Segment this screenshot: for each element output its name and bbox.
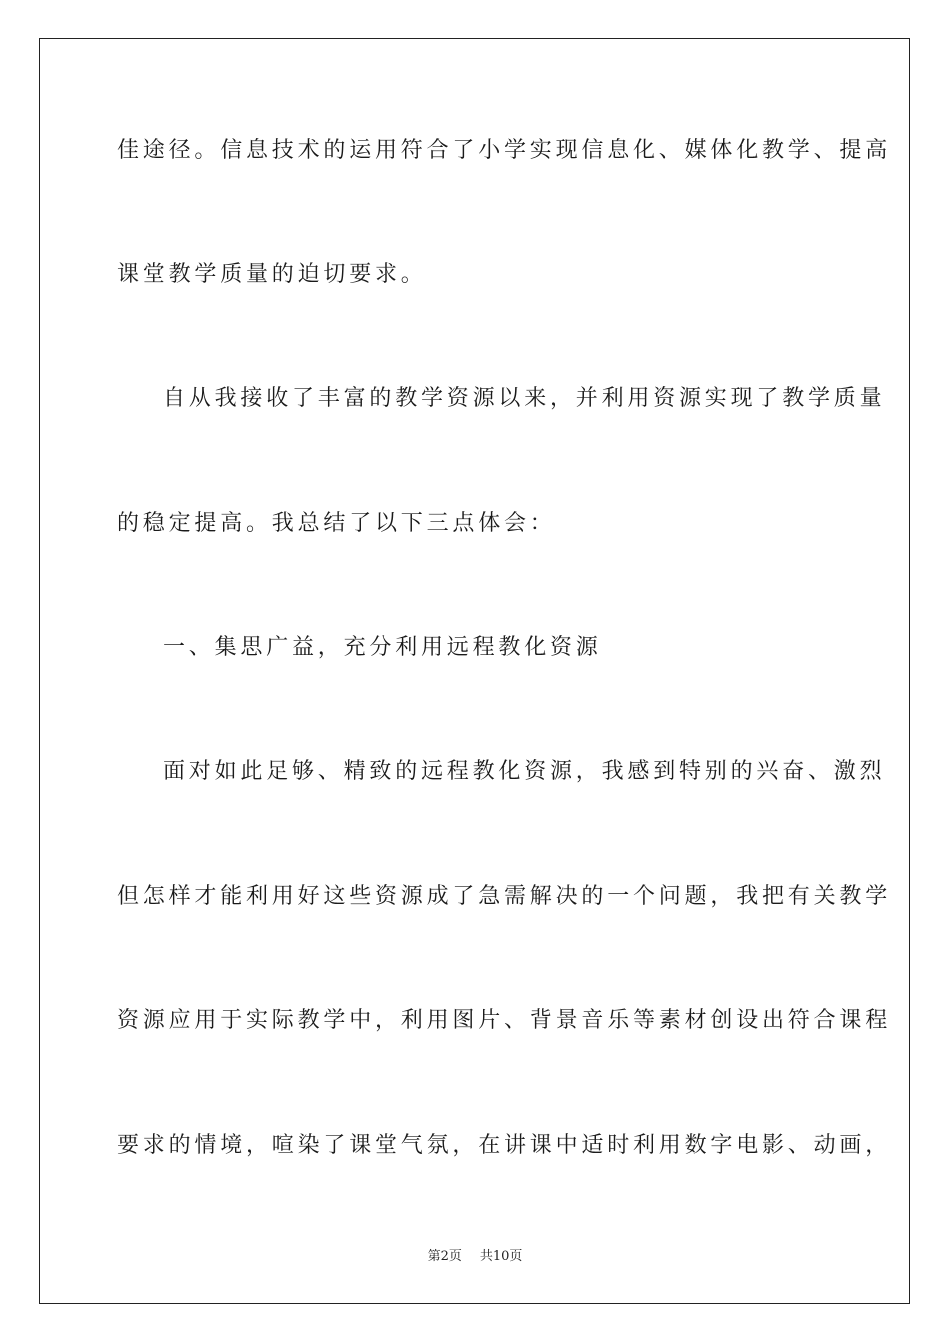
body-text-line: 课堂教学质量的迫切要求。 bbox=[117, 262, 427, 287]
body-text-line: 佳途径。信息技术的运用符合了小学实现信息化、媒体化教学、提高 bbox=[117, 138, 892, 163]
page-border bbox=[39, 38, 910, 1304]
paragraph-first-line: 面对如此足够、精致的远程教化资源，我感到特别的兴奋、激烈 bbox=[163, 759, 886, 784]
body-text-line: 的稳定提高。我总结了以下三点体会： bbox=[117, 511, 556, 536]
section-heading: 一、集思广益，充分利用远程教化资源 bbox=[163, 635, 602, 660]
page-total: 共10页 bbox=[479, 1249, 523, 1264]
page-number: 第2页 bbox=[427, 1249, 462, 1264]
body-text-line: 但怎样才能利用好这些资源成了急需解决的一个问题，我把有关教学 bbox=[117, 884, 892, 909]
page-footer bbox=[0, 1248, 950, 1266]
paragraph-first-line: 自从我接收了丰富的教学资源以来，并利用资源实现了教学质量 bbox=[163, 386, 886, 411]
body-text-line: 要求的情境，喧染了课堂气氛，在讲课中适时利用数字电影、动画， bbox=[117, 1133, 892, 1158]
body-text-line: 资源应用于实际教学中，利用图片、背景音乐等素材创设出符合课程 bbox=[117, 1008, 892, 1033]
